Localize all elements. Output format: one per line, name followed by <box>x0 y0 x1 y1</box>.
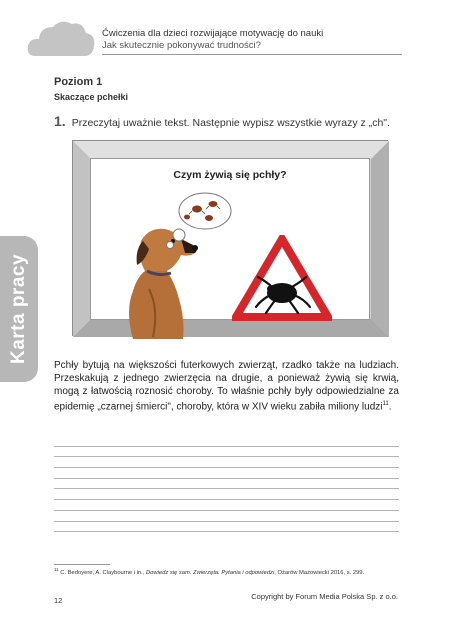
footnote-publisher: , Ożarów Mazowiecki 2016, s. 299. <box>274 569 365 576</box>
task-number: 1. <box>54 113 66 129</box>
header-divider <box>102 54 402 55</box>
answer-line[interactable] <box>54 479 399 490</box>
header-title: Ćwiczenia dla dzieci rozwijające motywację do nauki <box>102 28 324 39</box>
page-number: 12 <box>54 596 63 605</box>
level-title: Poziom 1 <box>54 76 103 88</box>
answer-line[interactable] <box>54 500 399 511</box>
thought-bubble-icon <box>163 189 233 251</box>
illustration-frame <box>72 140 388 336</box>
body-paragraph <box>54 359 399 413</box>
level-subtitle: Skaczące pchełki <box>54 92 129 102</box>
answer-line[interactable] <box>54 447 399 458</box>
side-tab-label: Karta pracy <box>8 253 29 365</box>
paragraph-text: Pchły bytują na większości futerkowych zwierząt, rzadko także na ludziach. Przeskakują z jednego zwierzęcia na drugie, a ponieważ żywią się krwią, mogą z łatwością roznosić choroby. To właśnie pchły były odpowiedzialne za epidemię „czarnej śmierci", choroby, która w XIV wieku zabiła miliony ludzi <box>54 360 399 413</box>
answer-line[interactable] <box>54 489 399 500</box>
answer-line[interactable] <box>54 522 399 533</box>
answer-line[interactable] <box>54 457 399 468</box>
cloud-icon <box>26 18 96 58</box>
footnote-ref: 11 <box>382 401 389 407</box>
side-tab <box>0 236 38 382</box>
footnote-number: 11 <box>54 567 59 572</box>
answer-line[interactable] <box>54 511 399 522</box>
footnote-book-title: Dowiedz się sam. Zwierzęta. Pytania i odpowiedzi <box>146 569 275 576</box>
footnote-divider <box>54 564 110 565</box>
paragraph-end: . <box>388 401 392 413</box>
task-instruction <box>54 113 414 129</box>
illustration-title: Czym żywią się pchły? <box>173 169 287 181</box>
copyright: Copyright by Forum Media Polska Sp. z o.o. <box>251 592 398 601</box>
header <box>102 28 323 52</box>
footnote <box>54 567 414 576</box>
task-text: Przeczytaj uważnie tekst. Następnie wypisz wszystkie wyrazy z „ch". <box>71 117 390 129</box>
header-subtitle: Jak skutecznie pokonywać trudności? <box>102 40 261 51</box>
answer-line[interactable] <box>54 436 399 447</box>
answer-line[interactable] <box>54 468 399 479</box>
answer-lines <box>54 436 399 532</box>
illustration-panel <box>90 158 370 320</box>
footnote-authors: C. Bedoyere, A. Claybourne i in., <box>58 569 146 576</box>
warning-triangle-icon <box>232 235 332 321</box>
